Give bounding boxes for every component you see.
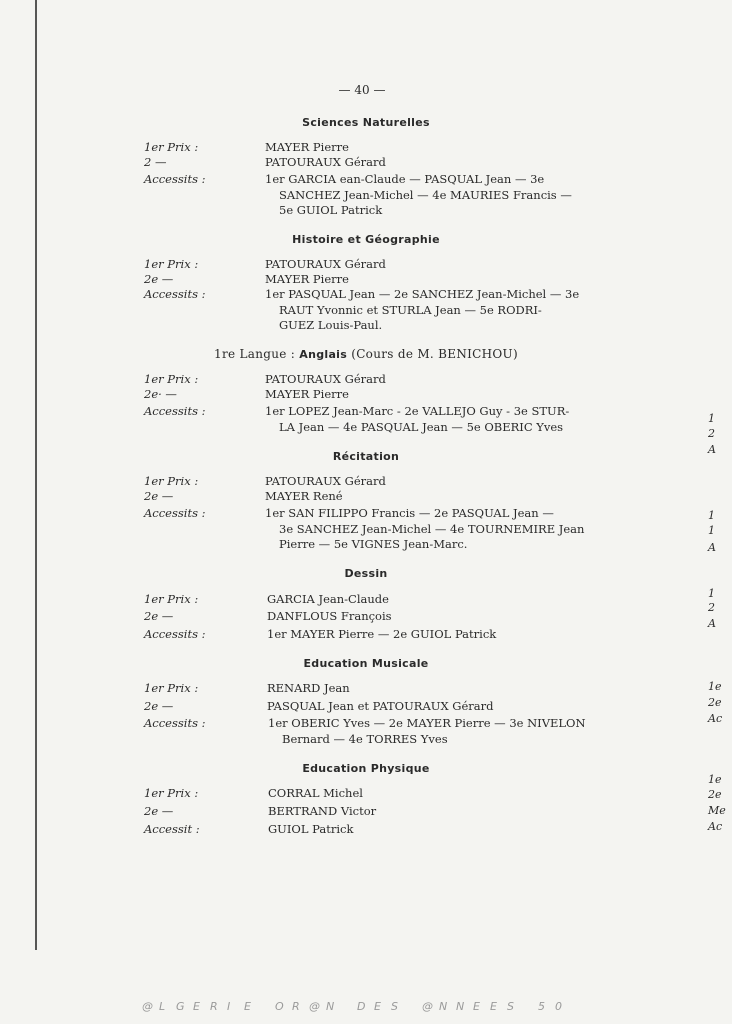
winner-names: CORRAL Michel bbox=[268, 786, 363, 800]
edge-fragment: 2e bbox=[708, 696, 722, 709]
edge-fragment: Me bbox=[708, 804, 726, 817]
prize-label: 2e· — bbox=[144, 387, 177, 401]
prize-label: 1er Prix : bbox=[144, 257, 199, 271]
prize-label: 1er Prix : bbox=[144, 140, 199, 154]
winner-names: 1er PASQUAL Jean — 2e SANCHEZ Jean-Michel — 3e RAUT Yvonnic et STURLA Jean — 5e RODRI- GUEZ Louis-Paul. bbox=[265, 287, 580, 332]
prize-label: 2e — bbox=[144, 804, 174, 818]
winner-names: 1er GARCIA ean-Claude — PASQUAL Jean — 3e SANCHEZ Jean-Michel — 4e MAURIES Francis — 5e GUIOL Patrick bbox=[265, 172, 572, 217]
prize-label: 1er Prix : bbox=[144, 474, 199, 488]
prize-label: 2e — bbox=[144, 489, 174, 503]
edge-fragment: 1e bbox=[708, 680, 722, 693]
prize-label: Accessits : bbox=[144, 172, 206, 186]
prize-label: 1er Prix : bbox=[144, 786, 199, 800]
edge-fragment: 1e bbox=[708, 773, 722, 786]
prize-label: Accessits : bbox=[144, 716, 206, 730]
winner-names: PATOURAUX Gérard bbox=[265, 372, 386, 386]
section-title-sciences: Sciences Naturelles bbox=[302, 116, 430, 129]
winner-names: PASQUAL Jean et PATOURAUX Gérard bbox=[267, 699, 494, 713]
prize-label: Accessits : bbox=[144, 506, 206, 520]
edge-fragment: 1 bbox=[708, 509, 715, 522]
footer-watermark: @ L G E R I E O R @ N D E S @ N N E E S 5 0 bbox=[142, 1000, 562, 1013]
prize-label: 2e — bbox=[144, 609, 174, 623]
page-number: — 40 — bbox=[338, 83, 386, 97]
edge-fragment: Ac bbox=[708, 820, 723, 833]
prize-label: Accessits : bbox=[144, 627, 206, 641]
winner-names: MAYER Pierre bbox=[265, 387, 349, 401]
winner-names: MAYER Pierre bbox=[265, 272, 349, 286]
winner-names: GARCIA Jean-Claude bbox=[267, 592, 389, 606]
winner-names: GUIOL Patrick bbox=[268, 822, 354, 836]
winner-names: 1er LOPEZ Jean-Marc - 2e VALLEJO Guy - 3e STUR- LA Jean — 4e PASQUAL Jean — 5e OBERIC Yves bbox=[265, 404, 570, 434]
page-margin-line bbox=[35, 0, 37, 950]
winner-names: PATOURAUX Gérard bbox=[265, 257, 386, 271]
winner-names: RENARD Jean bbox=[267, 681, 350, 695]
prize-label: 1er Prix : bbox=[144, 372, 199, 386]
edge-fragment: 2 bbox=[708, 601, 715, 614]
section-title-anglais: 1re Langue : Anglais (Cours de M. BENICHOU) bbox=[214, 347, 518, 361]
edge-fragment: Ac bbox=[708, 712, 723, 725]
winner-names: MAYER René bbox=[265, 489, 343, 503]
winner-names: BERTRAND Victor bbox=[268, 804, 377, 818]
prize-label: 1er Prix : bbox=[144, 592, 199, 606]
prize-label: 1er Prix : bbox=[144, 681, 199, 695]
winner-names: 1er SAN FILIPPO Francis — 2e PASQUAL Jean — 3e SANCHEZ Jean-Michel — 4e TOURNEMIRE Jean Pierre — 5e VIGNES Jean-Marc. bbox=[265, 506, 585, 551]
edge-fragment: A bbox=[708, 617, 716, 630]
section-title-recitation: Récitation bbox=[332, 450, 400, 463]
section-title-physique: Education Physique bbox=[302, 762, 430, 775]
prize-label: 2e — bbox=[144, 272, 174, 286]
prize-label: 2 — bbox=[144, 155, 167, 169]
edge-fragment: 2e bbox=[708, 788, 722, 801]
edge-fragment: A bbox=[708, 541, 716, 554]
winner-names: MAYER Pierre bbox=[265, 140, 349, 154]
edge-fragment: 2 bbox=[708, 427, 715, 440]
edge-fragment: 1 bbox=[708, 412, 715, 425]
section-title-histoire: Histoire et Géographie bbox=[292, 233, 440, 246]
edge-fragment: A bbox=[708, 443, 716, 456]
winner-names: 1er OBERIC Yves — 2e MAYER Pierre — 3e NIVELON Bernard — 4e TORRES Yves bbox=[268, 716, 586, 746]
prize-label: Accessits : bbox=[144, 404, 206, 418]
edge-fragment: 1 bbox=[708, 524, 715, 537]
winner-names: DANFLOUS François bbox=[267, 609, 392, 623]
winner-names: PATOURAUX Gérard bbox=[265, 474, 386, 488]
prize-label: Accessit : bbox=[144, 822, 200, 836]
winner-names: 1er MAYER Pierre — 2e GUIOL Patrick bbox=[267, 627, 497, 641]
prize-label: Accessits : bbox=[144, 287, 206, 301]
section-title-musique: Education Musicale bbox=[303, 657, 429, 670]
edge-fragment: 1 bbox=[708, 587, 715, 600]
section-title-dessin: Dessin bbox=[344, 567, 388, 580]
winner-names: PATOURAUX Gérard bbox=[265, 155, 386, 169]
prize-label: 2e — bbox=[144, 699, 174, 713]
